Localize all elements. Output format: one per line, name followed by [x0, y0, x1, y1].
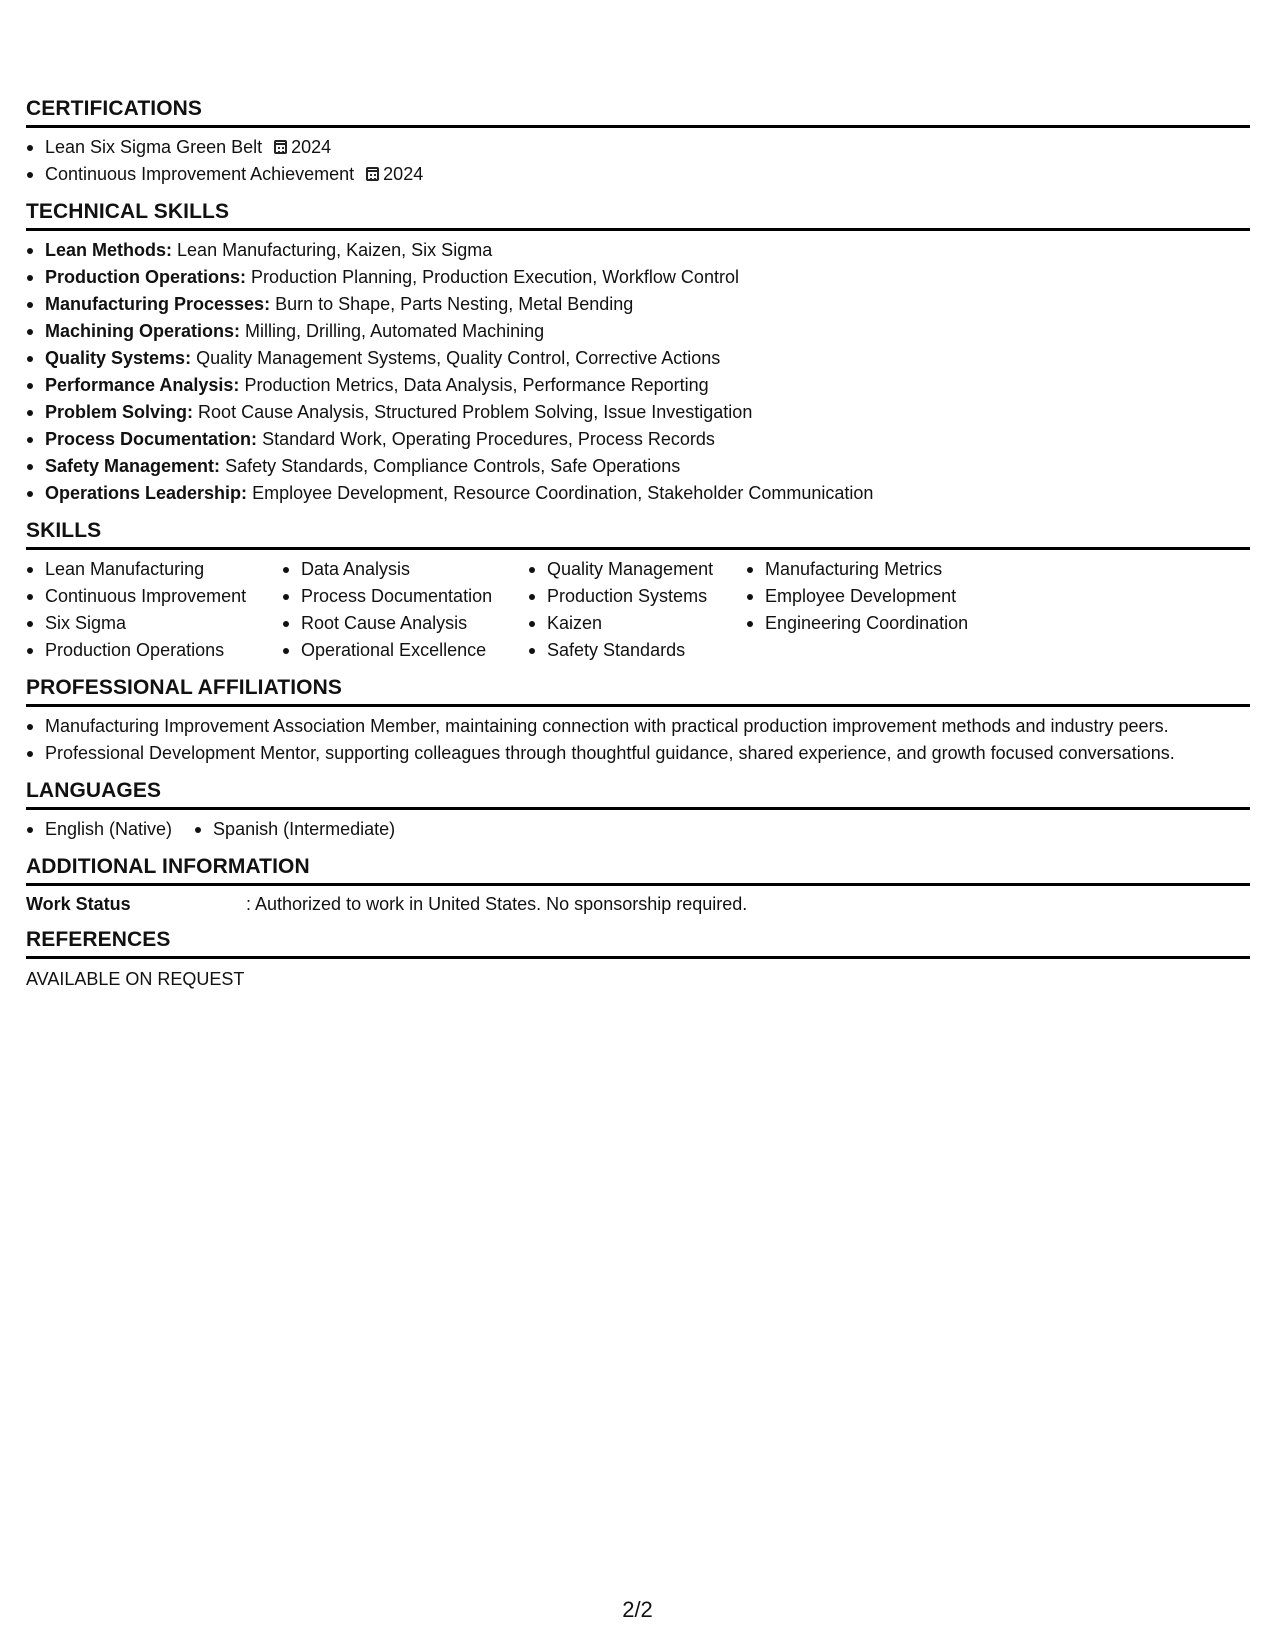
- certification-name: Continuous Improvement Achievement: [45, 164, 355, 184]
- info-row: [26, 892, 1250, 916]
- skill-category: Manufacturing Processes:: [45, 294, 271, 314]
- calendar-icon: [274, 140, 287, 154]
- section-title: CERTIFICATIONS: [26, 97, 1250, 128]
- languages-row: [26, 816, 1250, 843]
- skill-category: Production Operations:: [45, 267, 247, 287]
- skill-category: Lean Methods:: [45, 240, 173, 260]
- list-item: Safety Standards: [528, 637, 746, 664]
- affiliations-list: [26, 713, 1250, 767]
- list-item: [26, 291, 1250, 318]
- skill-values: Safety Standards, Compliance Controls, Safe Operations: [225, 456, 681, 476]
- resume-page: [26, 97, 1250, 991]
- section-title: TECHNICAL SKILLS: [26, 200, 1250, 231]
- skill-category: Problem Solving:: [45, 402, 194, 422]
- additional-info-section: [26, 855, 1250, 916]
- section-title: LANGUAGES: [26, 779, 1250, 810]
- skill-values: Employee Development, Resource Coordination, Stakeholder Communication: [252, 483, 874, 503]
- list-item: [26, 399, 1250, 426]
- skills-column: [26, 556, 282, 664]
- list-item: Root Cause Analysis: [282, 610, 528, 637]
- list-item: Production Operations: [26, 637, 282, 664]
- skills-column: [528, 556, 746, 664]
- skill-values: Standard Work, Operating Procedures, Process Records: [262, 429, 715, 449]
- certifications-section: [26, 97, 1250, 188]
- list-item: [26, 372, 1250, 399]
- section-title: SKILLS: [26, 519, 1250, 550]
- list-item: Data Analysis: [282, 556, 528, 583]
- list-item: [26, 264, 1250, 291]
- skill-values: Production Planning, Production Execution, Workflow Control: [251, 267, 739, 287]
- list-item: [26, 480, 1250, 507]
- skills-column: [282, 556, 528, 664]
- section-title: ADDITIONAL INFORMATION: [26, 855, 1250, 886]
- skill-values: Burn to Shape, Parts Nesting, Metal Bending: [275, 294, 634, 314]
- info-value: : Authorized to work in United States. No sponsorship required.: [246, 894, 748, 914]
- references-text: AVAILABLE ON REQUEST: [26, 969, 245, 989]
- skills-grid: [26, 556, 1250, 664]
- list-item: Process Documentation: [282, 583, 528, 610]
- skill-values: Production Metrics, Data Analysis, Performance Reporting: [244, 375, 709, 395]
- skill-category: Process Documentation:: [45, 429, 258, 449]
- technical-skills-list: [26, 237, 1250, 507]
- skill-values: Lean Manufacturing, Kaizen, Six Sigma: [177, 240, 493, 260]
- references-section: [26, 928, 1250, 991]
- list-item: Production Systems: [528, 583, 746, 610]
- skill-category: Operations Leadership:: [45, 483, 248, 503]
- certification-year: 2024: [383, 164, 424, 184]
- list-item: [26, 453, 1250, 480]
- affiliations-section: [26, 676, 1250, 767]
- list-item: Operational Excellence: [282, 637, 528, 664]
- list-item: [26, 161, 1250, 188]
- skills-column: [746, 556, 1006, 664]
- list-item: Six Sigma: [26, 610, 282, 637]
- skill-category: Machining Operations:: [45, 321, 241, 341]
- list-item: [26, 345, 1250, 372]
- list-item: Engineering Coordination: [746, 610, 1006, 637]
- list-item: Professional Development Mentor, supporting colleagues through thoughtful guidance, shared experience, and growth focused conversations.: [26, 740, 1250, 767]
- list-item: Quality Management: [528, 556, 746, 583]
- list-item: English (Native): [26, 816, 172, 843]
- list-item: [26, 426, 1250, 453]
- skill-values: Root Cause Analysis, Structured Problem Solving, Issue Investigation: [198, 402, 753, 422]
- section-title: PROFESSIONAL AFFILIATIONS: [26, 676, 1250, 707]
- languages-section: [26, 779, 1250, 843]
- list-item: Lean Manufacturing: [26, 556, 282, 583]
- skill-category: Safety Management:: [45, 456, 221, 476]
- page-number: 2/2: [622, 1597, 653, 1622]
- info-label: Work Status: [26, 894, 131, 914]
- list-item: [26, 134, 1250, 161]
- languages-list: [26, 816, 417, 843]
- list-item: Kaizen: [528, 610, 746, 637]
- list-item: Manufacturing Metrics: [746, 556, 1006, 583]
- certifications-list: [26, 134, 1250, 188]
- list-item: Continuous Improvement: [26, 583, 282, 610]
- certification-name: Lean Six Sigma Green Belt: [45, 137, 263, 157]
- list-item: Employee Development: [746, 583, 1006, 610]
- certification-year: 2024: [291, 137, 332, 157]
- skills-section: [26, 519, 1250, 664]
- section-title: REFERENCES: [26, 928, 1250, 959]
- skill-category: Performance Analysis:: [45, 375, 240, 395]
- calendar-icon: [366, 167, 379, 181]
- list-item: Spanish (Intermediate): [194, 816, 395, 843]
- technical-skills-section: [26, 200, 1250, 507]
- skill-values: Quality Management Systems, Quality Control, Corrective Actions: [196, 348, 721, 368]
- list-item: [26, 237, 1250, 264]
- list-item: [26, 318, 1250, 345]
- list-item: Manufacturing Improvement Association Member, maintaining connection with practical production improvement methods and industry peers.: [26, 713, 1250, 740]
- skill-values: Milling, Drilling, Automated Machining: [245, 321, 545, 341]
- skill-category: Quality Systems:: [45, 348, 192, 368]
